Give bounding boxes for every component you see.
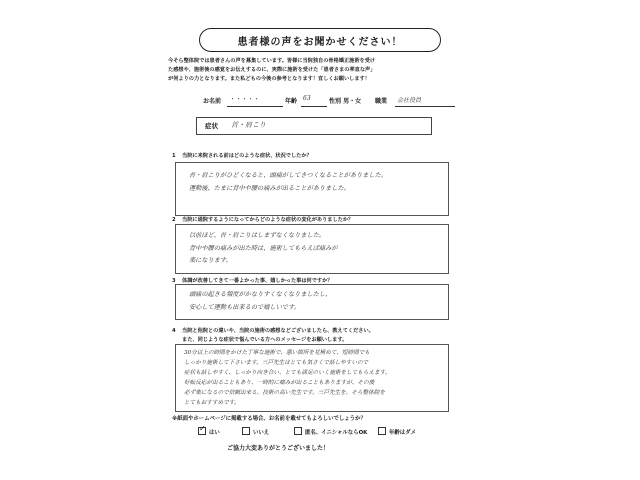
gender-label: 性別 男・女 xyxy=(329,98,362,105)
age-underline xyxy=(301,106,327,107)
answer-4-line-4: 好転反応が出ることもあり、一時的に痛みが出ることもありますが、その後 xyxy=(184,380,375,386)
name-underline xyxy=(227,106,283,107)
answer-3-line-1: 頭痛の起きる頻度がかなりすくなくなりましたし、 xyxy=(189,291,332,298)
patient-info-line xyxy=(203,96,483,108)
answer-2-line-2: 背中や腰の痛みが出た時は、施術してもらえば痛みが xyxy=(189,245,338,252)
title-text: 患者様の声をお聞かせください！ xyxy=(237,36,403,48)
job-underline xyxy=(395,106,455,107)
age-value: 63 xyxy=(303,95,311,102)
thanks-message: ご協力大変ありがとうございました！ xyxy=(227,445,330,452)
intro-line-1: 今そら整体院では患者さんの声を募集しています。皆様に当院独自の骨格矯正施術を受け xyxy=(168,58,376,64)
answer-4-line-1: 30分以上の時間をかけた丁寧な施術で、悪い箇所を見極めて、短時間でも xyxy=(184,350,370,356)
answer-4-line-5: 必ず楽になるので信頼出来る、技術の高い先生です。三戸先生を、そら整体院を xyxy=(184,390,385,396)
job-value: 会社役員 xyxy=(397,97,422,104)
answer-1-line-2: 運動後、たまに背中や腰の痛みが出ることがありました。 xyxy=(189,185,350,192)
question-1: 1 当院に来院される前はどのような症状、状況でしたか？ xyxy=(172,153,312,159)
name-value: ・・・・・ xyxy=(229,96,260,103)
symptom-value: 首・肩こり xyxy=(231,121,266,129)
question-2: 2 当院に通院するようになってからどのような症状の変化がありましたか？ xyxy=(172,217,354,223)
check-mark-icon: ✓ xyxy=(199,424,206,433)
question-4-line-2: また、同じような症状で悩んでいる方へのメッセージをお願いします。 xyxy=(182,337,348,343)
option-no[interactable]: いいえ xyxy=(242,427,269,436)
option-yes[interactable]: ✓ はい xyxy=(199,424,220,436)
symptom-box xyxy=(196,117,432,135)
answer-1-line-1: 首・肩こりがひどくなると、頭痛がしてきつくなることがありました。 xyxy=(189,172,387,179)
page-title xyxy=(199,28,441,52)
answer-2-line-3: 楽になります。 xyxy=(189,257,232,264)
answer-3-line-2: 安心して運動も出来るので嬉しいです。 xyxy=(189,304,300,311)
publish-question: ※紙面やホームページに掲載する場合、お名前を載せてもよろしいでしょうか？ xyxy=(172,416,366,422)
answer-4-line-6: とてもおすすめです。 xyxy=(184,400,240,406)
answer-4-line-3: 症状も話しやすく、しっかり向き合い、とても満足のいく施術をしてもらえます。 xyxy=(184,370,391,376)
checkbox-no-age[interactable] xyxy=(378,427,386,435)
symptom-label: 症状 xyxy=(205,122,218,130)
checkbox-initials[interactable] xyxy=(294,427,302,435)
checkbox-yes[interactable] xyxy=(198,424,206,435)
age-label: 年齢 xyxy=(285,98,298,105)
job-label: 職業 xyxy=(375,98,388,105)
intro-line-3: が何よりの力となります。また私どもの今後の参考となります！宜しくお願いします！ xyxy=(168,76,370,82)
answer-4-line-2: しっかり施術して下さいます。三戸先生はとても気さくで話しやすいので xyxy=(184,360,369,366)
option-initials[interactable]: 匿名、イニシャルならOK xyxy=(294,427,367,436)
question-3: 3 体調が改善してきて一番よかった事、嬉しかった事は何ですか？ xyxy=(172,278,333,284)
answer-2-line-1: 以前ほど、首・肩こりはしまずなくなりました。 xyxy=(189,232,326,239)
intro-line-2: た感想や、施術後の感覚をお伝えするのに、実際に施術を受けた「患者さまの率直な声」 xyxy=(168,67,376,73)
name-label: お名前 xyxy=(203,98,222,105)
option-no-age[interactable]: 年齢はダメ xyxy=(378,427,416,436)
checkbox-no[interactable] xyxy=(242,427,250,435)
question-4: 4 当院と他院との違いや、当院の施術の感想などございましたら、教えてください。 xyxy=(172,328,374,334)
